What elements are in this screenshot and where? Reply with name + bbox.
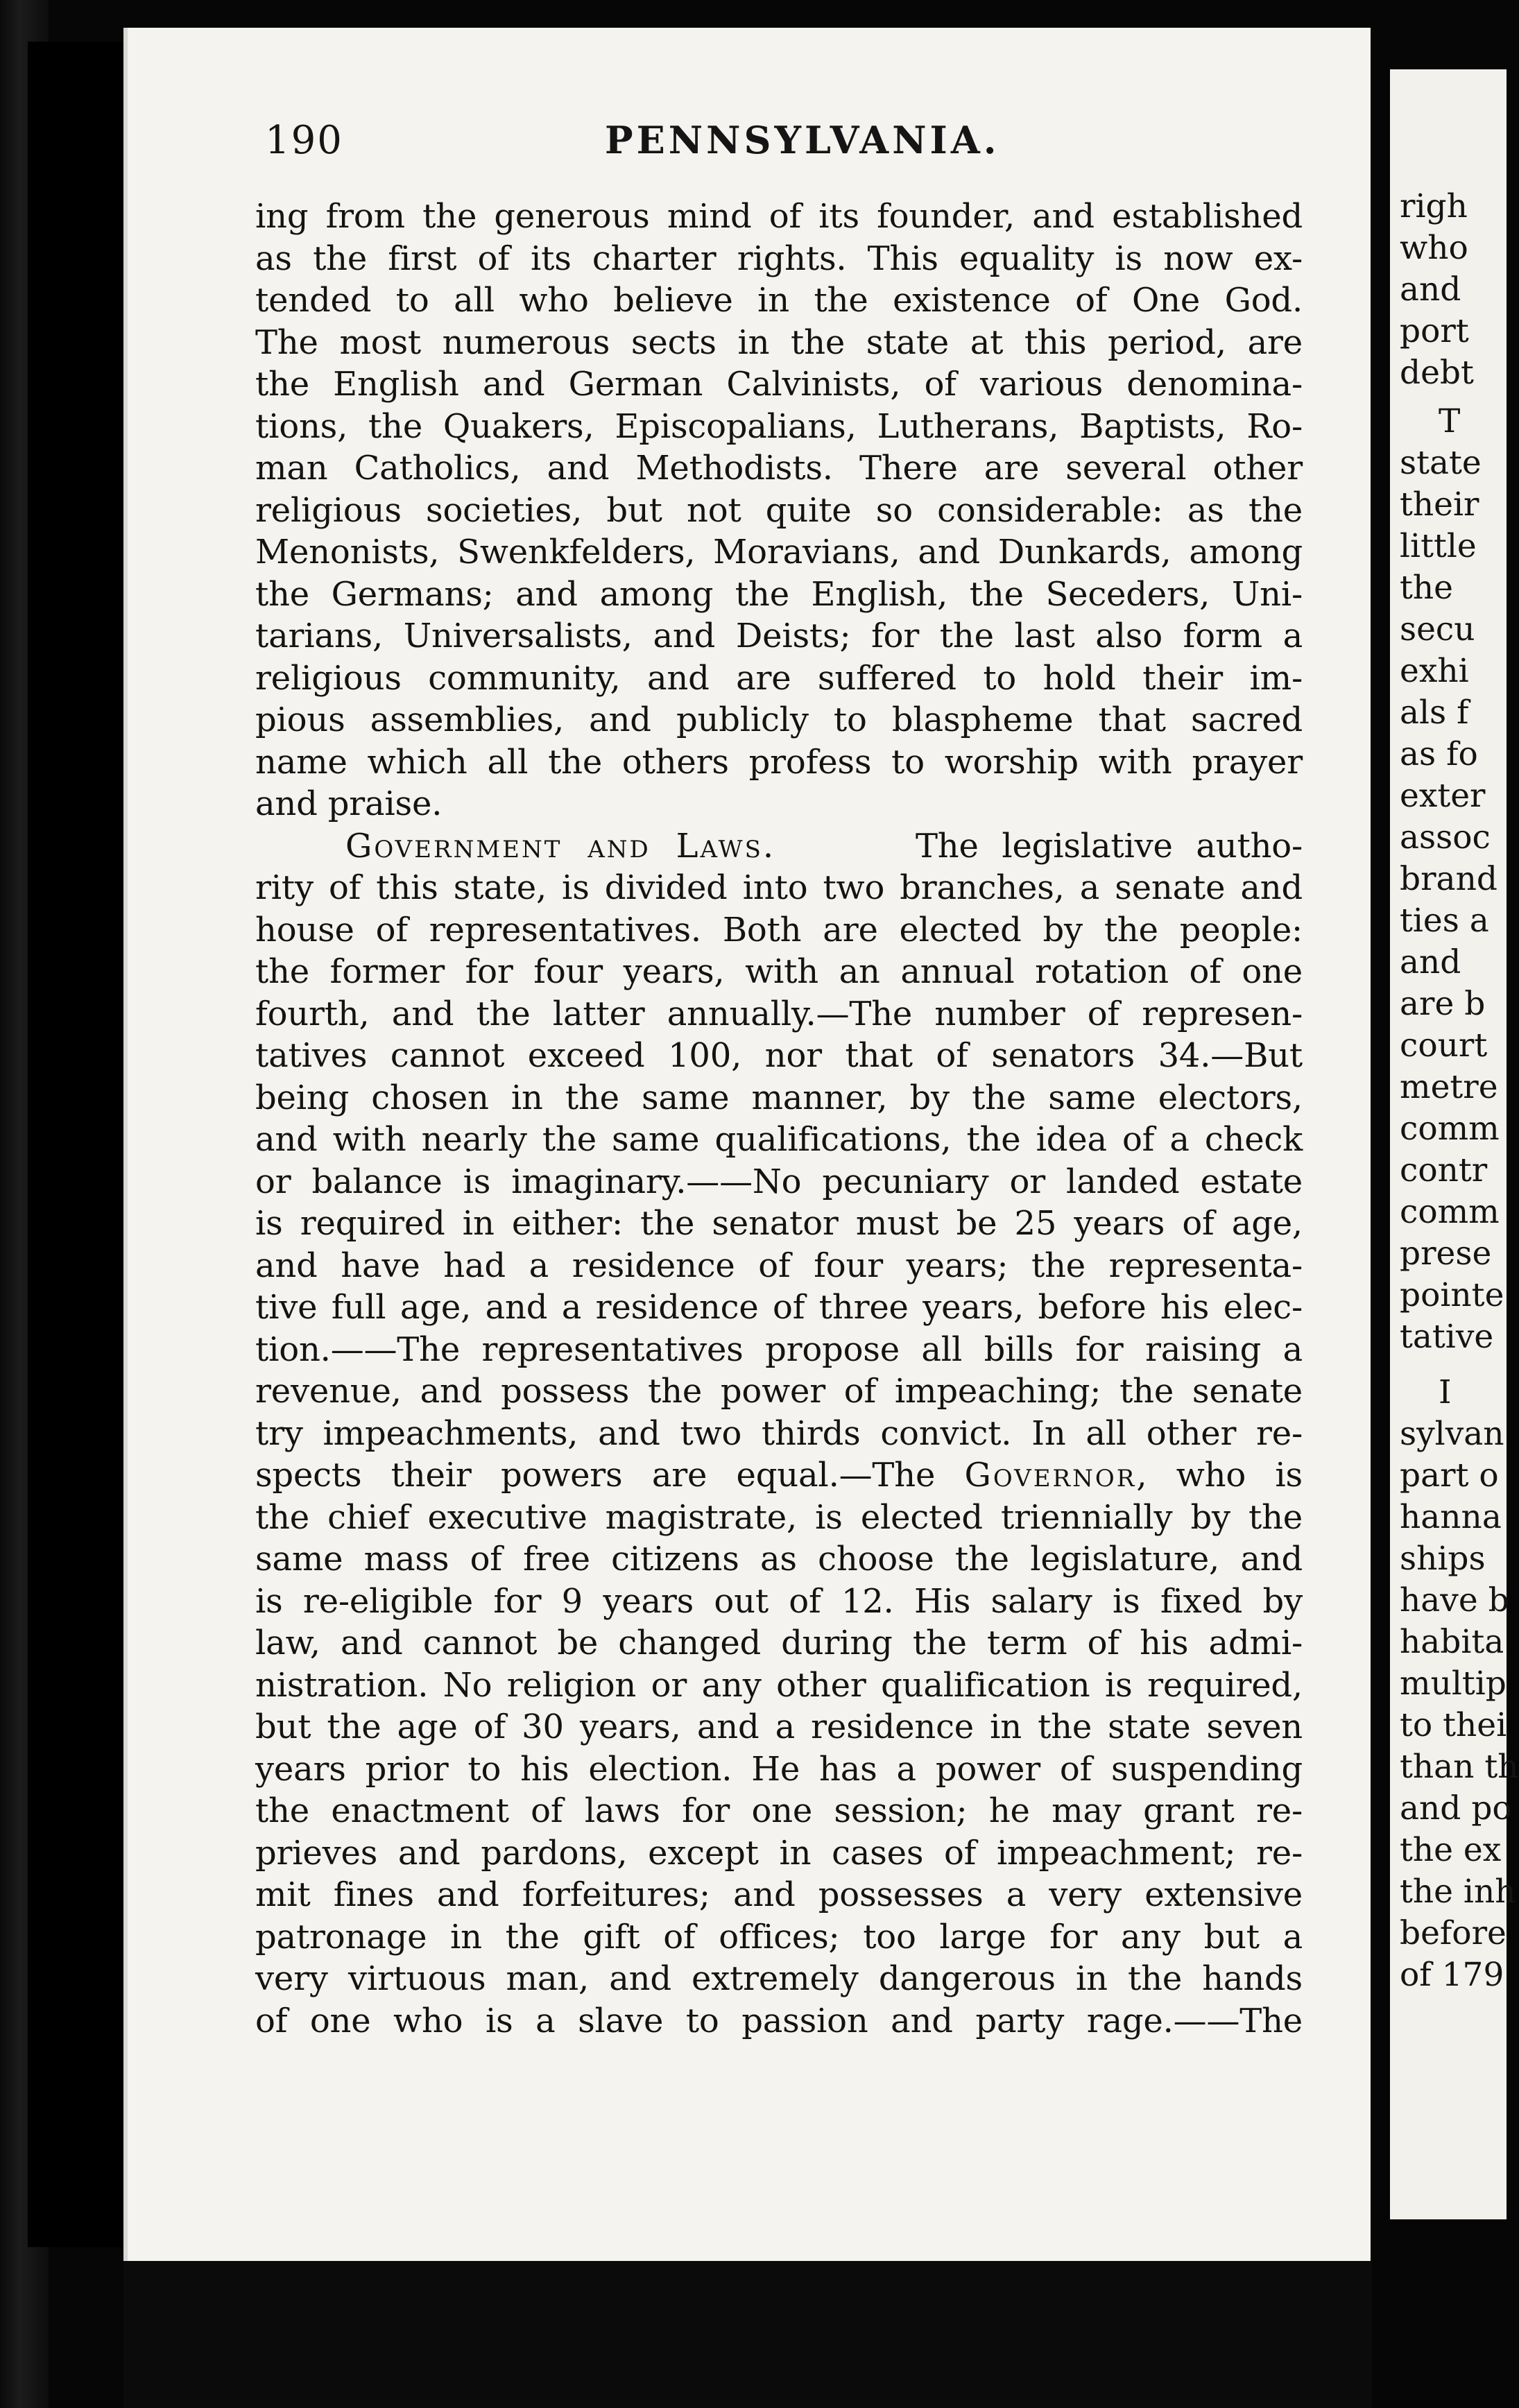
text-line: law, and cannot be changed during the term of his admi- [255,1624,1303,1662]
text-line: tions, the Quakers, Episcopalians, Lutherans, Baptists, Ro- [255,406,1303,446]
adjacent-page-fragment [1390,69,1519,2219]
adjacent-page-text-fragment: metre [1400,1068,1498,1106]
running-title: PENNSYLVANIA. [605,118,1000,162]
text-line: mit fines and forfeitures; and possesses a very extensive [255,1875,1303,1914]
text-line: is re-eligible for 9 years out of 12. His salary is fixed by [255,1581,1303,1621]
text-line: very virtuous man, and extremely dangerous in the hands [255,1959,1303,1998]
text-line: the Germans; and among the English, the Seceders, Uni- [255,574,1303,614]
paragraph-government-b [255,1497,1303,2043]
text-line: The most numerous sects in the state at this period, are [255,322,1303,362]
adjacent-page-text-fragment: the inh [1400,1873,1516,1911]
adjacent-page-text-fragment: and po [1400,1789,1512,1828]
adjacent-page-text-fragment: exhi [1400,652,1469,690]
text-line: or balance is imaginary.——No pecuniary or landed estate [255,1162,1303,1201]
text-line: the enactment of laws for one session; he may grant re- [255,1791,1303,1830]
section-heading: Government and Laws. [345,826,776,866]
adjacent-page-text-fragment: multip [1400,1665,1507,1703]
section-heading-line [255,825,1303,868]
adjacent-page-text-fragment: little [1400,527,1477,565]
adjacent-page-text-fragment: sylvan [1400,1415,1504,1453]
text-line: rity of this state, is divided into two branches, a senate and [255,868,1303,907]
text-line: same mass of free citizens as choose the legislature, and [255,1540,1303,1579]
text-line: Menonists, Swenkfelders, Moravians, and Dunkards, among [255,533,1303,571]
adjacent-page-text-fragment: have b [1400,1581,1509,1619]
text-line: and praise. [255,784,443,823]
adjacent-page-text-fragment: righ [1400,187,1468,225]
text-line: and with nearly the same qualifications, the idea of a check [255,1120,1303,1159]
adjacent-page-text-fragment: to thei [1400,1706,1507,1744]
adjacent-page-text-fragment: who [1400,229,1468,267]
adjacent-page-text-fragment: pointe [1400,1276,1504,1314]
text-line: tended to all who believe in the existence of One God. [255,281,1303,320]
text-line: try impeachments, and two thirds convict. In all other re- [255,1413,1303,1453]
adjacent-page-text-fragment: court [1400,1026,1488,1065]
adjacent-page-text-fragment: state [1400,444,1482,482]
text-line: the former for four years, with an annual rotation of one [255,952,1303,991]
text-line: but the age of 30 years, and a residence in the state seven [255,1708,1303,1746]
adjacent-page-text-fragment: hanna [1400,1498,1502,1536]
page-bottom-shadow [123,2261,1372,2408]
adjacent-page-text-fragment: than th [1400,1748,1519,1786]
adjacent-page-text-fragment: T [1439,402,1461,440]
adjacent-page-text-fragment: assoc [1400,818,1491,857]
text-line: years prior to his election. He has a power of suspending [255,1749,1303,1789]
governor-term: Governor [964,1456,1137,1495]
adjacent-page-text-fragment: brand [1400,860,1497,898]
adjacent-page-text-fragment: secu [1400,610,1475,648]
text-line: is required in either: the senator must be 25 years of age, [255,1204,1303,1243]
adjacent-page-text-fragment: are b [1400,985,1486,1023]
paragraph-religion [255,196,1303,825]
paragraph-government-a [255,867,1303,1454]
adjacent-page-text-fragment: prese [1400,1235,1492,1273]
adjacent-page-text-fragment: and [1400,270,1461,309]
adjacent-page-text-fragment: their [1400,485,1479,524]
text-fragment: spects their powers are equal.—The [255,1456,965,1495]
adjacent-page-text-fragment: comm [1400,1193,1500,1231]
adjacent-page-text-fragment: exter [1400,777,1486,815]
adjacent-page-text-fragment: ties a [1400,902,1489,940]
adjacent-page-text-fragment: als f [1400,694,1469,732]
text-line: revenue, and possess the power of impeaching; the senate [255,1372,1303,1411]
text-line: tatives cannot exceed 100, nor that of senators 34.—But [255,1036,1303,1075]
text-line: patronage in the gift of offices; too large for any but a [255,1917,1303,1957]
adjacent-page-text-fragment: and [1400,943,1461,981]
text-line: prieves and pardons, except in cases of impeachment; re- [255,1833,1303,1873]
text-fragment: , who is [1136,1456,1303,1495]
text-line: of one who is a slave to passion and party rage.——The [255,2001,1303,2040]
text-line: tarians, Universalists, and Deists; for the last also form a [255,617,1303,655]
adjacent-page-text-fragment: comm [1400,1110,1500,1148]
text-line: religious societies, but not quite so considerable: as the [255,490,1303,530]
text-line: being chosen in the same manner, by the same electors, [255,1078,1303,1117]
adjacent-page-text-fragment: the [1400,569,1453,607]
adjacent-page-text-fragment: port [1400,312,1469,350]
adjacent-page-text-fragment: of 179 [1400,1956,1504,1994]
adjacent-page-text-fragment: I [1439,1373,1452,1411]
text-line: ing from the generous mind of its founder, and established [255,197,1303,236]
adjacent-page-text-fragment: as fo [1400,735,1478,773]
page-header [265,118,1278,173]
text-line: religious community, and are suffered to hold their im- [255,658,1303,698]
text-line: tion.——The representatives propose all bills for raising a [255,1330,1303,1369]
adjacent-page-text-fragment: the ex [1400,1831,1502,1869]
adjacent-page-text-fragment: part o [1400,1456,1499,1495]
section-heading-continuation: The legislative autho- [915,826,1303,866]
text-line: nistration. No religion or any other qualification is required, [255,1665,1303,1705]
adjacent-page-text-fragment: before [1400,1914,1507,1952]
text-line: the English and German Calvinists, of various denomina- [255,365,1303,404]
text-line: house of representatives. Both are elected by the people: [255,910,1303,949]
text-line: as the first of its charter rights. This equality is now ex- [255,239,1303,278]
page-body-text [255,196,1303,2042]
text-line: pious assemblies, and publicly to blaspheme that sacred [255,700,1303,739]
text-line: name which all the others profess to worship with prayer [255,742,1303,782]
text-line: the chief executive magistrate, is elected triennially by the [255,1497,1303,1537]
text-line [255,1454,1303,1497]
adjacent-page-text-fragment: ships [1400,1540,1486,1578]
text-line: and have had a residence of four years; the representa- [255,1246,1303,1285]
adjacent-page-text-fragment: tative [1400,1318,1494,1356]
book-binding-shadow [28,42,132,2247]
text-line: tive full age, and a residence of three years, before his elec- [255,1288,1303,1327]
text-line: man Catholics, and Methodists. There are several other [255,449,1303,488]
page-number: 190 [265,118,343,163]
adjacent-page-text-fragment: habita [1400,1623,1504,1661]
adjacent-page-text-fragment: contr [1400,1151,1488,1189]
adjacent-page-text-fragment: debt [1400,354,1474,392]
text-line: fourth, and the latter annually.—The number of represen- [255,994,1303,1033]
